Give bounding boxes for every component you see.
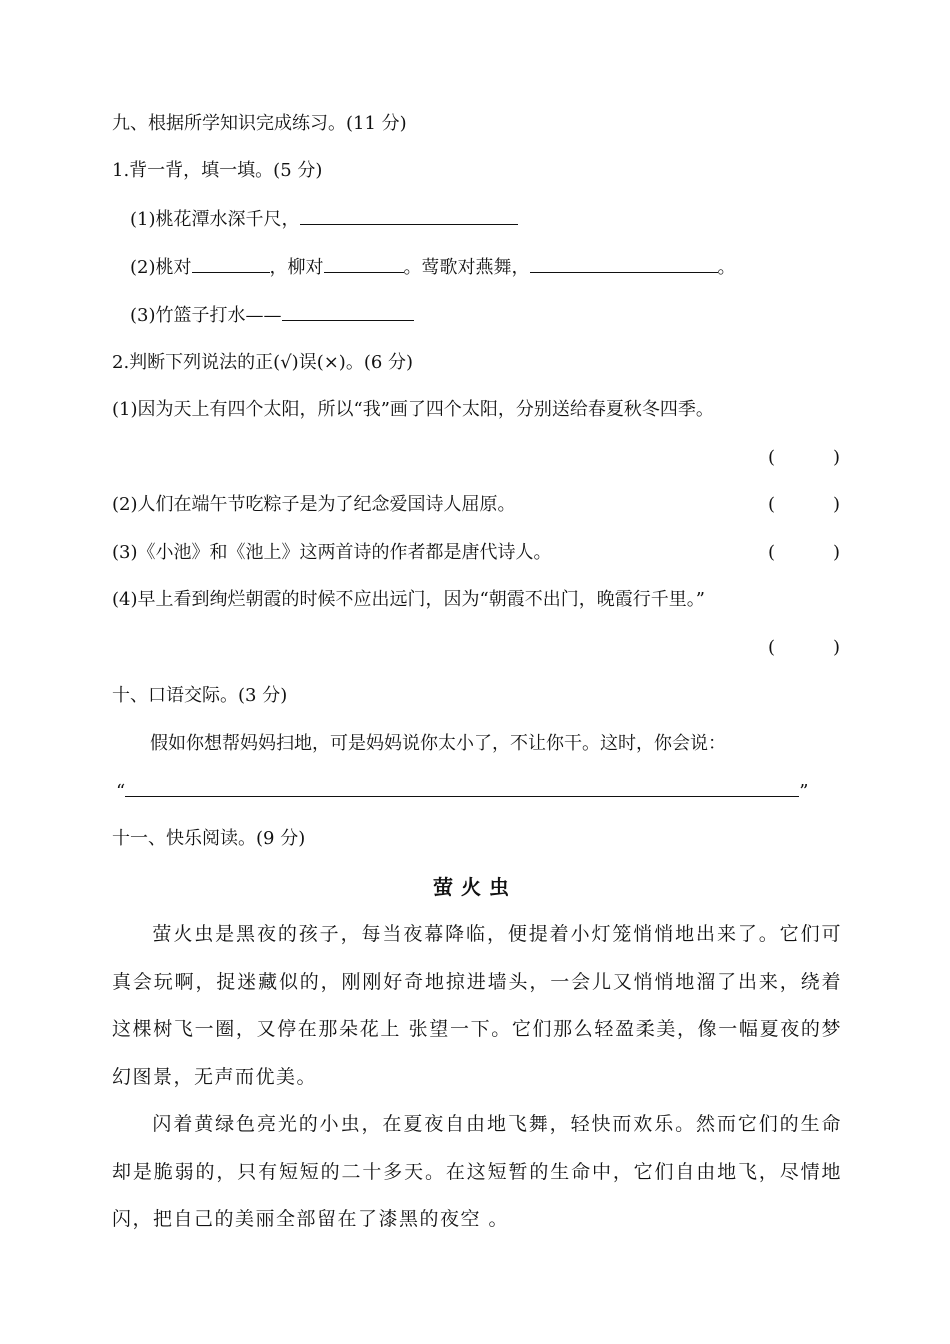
fill-blank[interactable] <box>300 206 518 225</box>
q2-item-3: (3)《小池》和《池上》这两首诗的作者都是唐代诗人。 <box>112 542 552 563</box>
q2-item-1: (1)因为天上有四个太阳，所以“我”画了四个太阳，分别送给春夏秋冬四季。 <box>112 399 714 420</box>
answer-blank[interactable] <box>125 778 799 797</box>
passage-paragraph-2: 闪着黄绿色亮光的小虫，在夏夜自由地飞舞，轻快而欢乐。然而它们的生命却是脆弱的，只有短短的二十多天。在这短暂的生命中，它们自由地飞，尽情地闪，把自己的美丽全部留在了漆黑的夜空 。 <box>112 1113 842 1230</box>
section-10-heading: 十、口语交际。(3 分) <box>112 685 288 706</box>
q1-item-3-text: (3)竹篮子打水—— <box>130 305 282 326</box>
q1-item-1 <box>130 206 518 233</box>
quote-close: ” <box>799 781 809 802</box>
answer-paren[interactable]: ( ) <box>768 447 840 468</box>
answer-paren[interactable]: ( ) <box>768 542 840 563</box>
quote-open: “ <box>116 781 126 802</box>
fill-blank[interactable] <box>530 254 718 273</box>
q1-item-1-text: (1)桃花潭水深千尺， <box>130 209 300 230</box>
answer-line <box>116 778 808 805</box>
q2-item-4: (4)早上看到绚烂朝霞的时候不应出远门，因为“朝霞不出门，晚霞行千里。” <box>112 589 705 610</box>
q2-item-2: (2)人们在端午节吃粽子是为了纪念爱国诗人屈原。 <box>112 494 516 515</box>
q1-item-3 <box>130 302 414 329</box>
q1-item-2-text-d: 。 <box>717 257 736 278</box>
q1-heading: 1.背一背，填一填。(5 分) <box>112 160 323 181</box>
q1-item-2-text-b: ，柳对 <box>269 257 324 278</box>
fill-blank[interactable] <box>192 254 270 273</box>
q1-item-2 <box>130 254 736 281</box>
answer-paren[interactable]: ( ) <box>768 637 840 658</box>
section-9-heading: 九、根据所学知识完成练习。(11 分) <box>112 113 407 134</box>
q1-item-2-text-c: 。莺歌对燕舞， <box>403 257 530 278</box>
answer-paren[interactable]: ( ) <box>768 494 840 515</box>
q1-item-2-text-a: (2)桃对 <box>130 257 192 278</box>
passage-paragraph-1: 萤火虫是黑夜的孩子，每当夜幕降临，便提着小灯笼悄悄地出来了。它们可真会玩啊，捉迷藏似的，刚刚好奇地掠进墙头，一会儿又悄悄地溜了出来，绕着这棵树飞一圈，又停在那朵花上 张望一下。它们那么轻盈柔美，像一幅夏夜的梦幻图景，无声而优美。 <box>112 923 842 1088</box>
fill-blank[interactable] <box>324 254 404 273</box>
passage-title: 萤火虫 <box>433 875 517 899</box>
fill-blank[interactable] <box>282 302 414 321</box>
section-11-heading: 十一、快乐阅读。(9 分) <box>112 828 306 849</box>
q2-heading: 2.判断下列说法的正(√)误(×)。(6 分) <box>112 352 414 373</box>
section-10-prompt: 假如你想帮妈妈扫地，可是妈妈说你太小了，不让你干。这时，你会说： <box>150 733 726 754</box>
